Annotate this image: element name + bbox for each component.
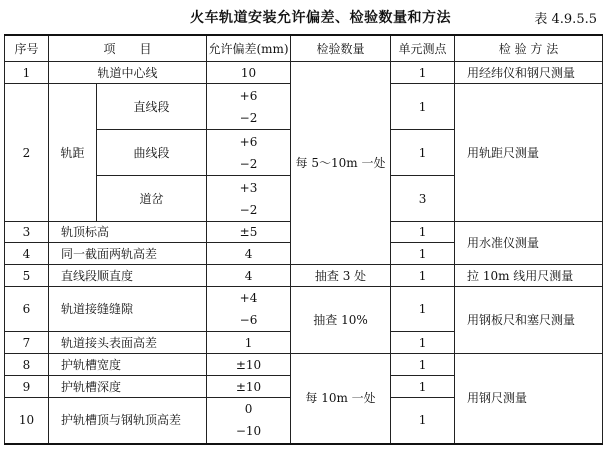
tolerance-cell bbox=[207, 398, 291, 444]
points-cell: 3 bbox=[391, 176, 455, 222]
table-number: 表 4.9.5.5 bbox=[534, 12, 597, 27]
tolerance-cell bbox=[207, 176, 291, 222]
subitem-cell: 直线段 bbox=[97, 84, 207, 130]
tolerance-cell: 4 bbox=[207, 243, 291, 265]
seq-cell: 4 bbox=[5, 243, 49, 265]
points-cell: 1 bbox=[391, 398, 455, 444]
seq-cell: 5 bbox=[5, 265, 49, 287]
tolerance-upper: +6 bbox=[239, 134, 258, 149]
tolerance-upper: +3 bbox=[239, 180, 258, 195]
header-seq: 序号 bbox=[5, 35, 49, 62]
item-cell: 同一截面两轨高差 bbox=[49, 243, 207, 265]
tolerance-upper: +4 bbox=[239, 291, 258, 305]
points-cell: 1 bbox=[391, 84, 455, 130]
item-cell: 轨距 bbox=[49, 84, 97, 222]
seq-cell: 3 bbox=[5, 222, 49, 243]
seq-cell: 8 bbox=[5, 354, 49, 376]
tolerance-lower: −6 bbox=[239, 313, 258, 327]
points-cell: 1 bbox=[391, 243, 455, 265]
method-cell: 用经纬仪和钢尺测量 bbox=[455, 62, 603, 84]
method-cell: 用水准仪测量 bbox=[455, 222, 603, 265]
quantity-cell: 每 10m 一处 bbox=[291, 354, 391, 444]
item-cell: 直线段顺直度 bbox=[49, 265, 207, 287]
quantity-cell: 每 5～10m 一处 bbox=[291, 62, 391, 265]
item-cell: 轨道中心线 bbox=[49, 62, 207, 84]
item-cell: 护轨槽深度 bbox=[49, 376, 207, 398]
points-cell: 1 bbox=[391, 354, 455, 376]
subitem-cell: 道岔 bbox=[97, 176, 207, 222]
method-cell: 用钢板尺和塞尺测量 bbox=[455, 287, 603, 354]
tolerance-lower: −2 bbox=[239, 202, 258, 217]
table-row bbox=[5, 265, 603, 287]
table-row bbox=[5, 354, 603, 376]
tolerance-table bbox=[4, 34, 603, 445]
table-title: 火车轨道安装允许偏差、检验数量和方法 bbox=[190, 10, 451, 26]
points-cell: 1 bbox=[391, 287, 455, 332]
seq-cell: 9 bbox=[5, 376, 49, 398]
item-cell: 轨道接头表面高差 bbox=[49, 332, 207, 354]
method-cell: 用钢尺测量 bbox=[455, 354, 603, 444]
tolerance-lower: −10 bbox=[235, 424, 262, 439]
tolerance-cell: 1 bbox=[207, 332, 291, 354]
points-cell: 1 bbox=[391, 332, 455, 354]
item-cell: 轨顶标高 bbox=[49, 222, 207, 243]
tolerance-cell: 4 bbox=[207, 265, 291, 287]
table-row bbox=[5, 62, 603, 84]
tolerance-cell: ±10 bbox=[207, 354, 291, 376]
points-cell: 1 bbox=[391, 376, 455, 398]
tolerance-lower: −2 bbox=[239, 156, 258, 171]
header-tolerance: 允许偏差(mm) bbox=[207, 35, 291, 62]
tolerance-cell: 10 bbox=[207, 62, 291, 84]
quantity-cell: 抽查 3 处 bbox=[291, 265, 391, 287]
points-cell: 1 bbox=[391, 62, 455, 84]
header-item: 项 目 bbox=[49, 35, 207, 62]
tolerance-upper: +6 bbox=[239, 88, 258, 103]
tolerance-cell bbox=[207, 84, 291, 130]
seq-cell: 6 bbox=[5, 287, 49, 332]
item-cell: 护轨槽顶与钢轨顶高差 bbox=[49, 398, 207, 444]
tolerance-cell bbox=[207, 130, 291, 176]
table-title-bar bbox=[0, 5, 609, 29]
tolerance-lower: −2 bbox=[239, 110, 258, 125]
tolerance-upper: 0 bbox=[244, 402, 253, 417]
item-cell: 护轨槽宽度 bbox=[49, 354, 207, 376]
header-quantity: 检验数量 bbox=[291, 35, 391, 62]
tolerance-cell bbox=[207, 287, 291, 332]
header-row bbox=[5, 35, 603, 62]
method-cell: 用轨距尺测量 bbox=[455, 84, 603, 222]
table-row bbox=[5, 287, 603, 332]
points-cell: 1 bbox=[391, 130, 455, 176]
tolerance-cell: ±5 bbox=[207, 222, 291, 243]
subitem-cell: 曲线段 bbox=[97, 130, 207, 176]
seq-cell: 10 bbox=[5, 398, 49, 444]
header-points: 单元测点 bbox=[391, 35, 455, 62]
tolerance-cell: ±10 bbox=[207, 376, 291, 398]
seq-cell: 2 bbox=[5, 84, 49, 222]
points-cell: 1 bbox=[391, 222, 455, 243]
method-cell: 拉 10m 线用尺测量 bbox=[455, 265, 603, 287]
seq-cell: 1 bbox=[5, 62, 49, 84]
seq-cell: 7 bbox=[5, 332, 49, 354]
points-cell: 1 bbox=[391, 265, 455, 287]
item-cell: 轨道接缝缝隙 bbox=[49, 287, 207, 332]
header-method: 检 验 方 法 bbox=[455, 35, 603, 62]
quantity-cell: 抽查 10% bbox=[291, 287, 391, 354]
